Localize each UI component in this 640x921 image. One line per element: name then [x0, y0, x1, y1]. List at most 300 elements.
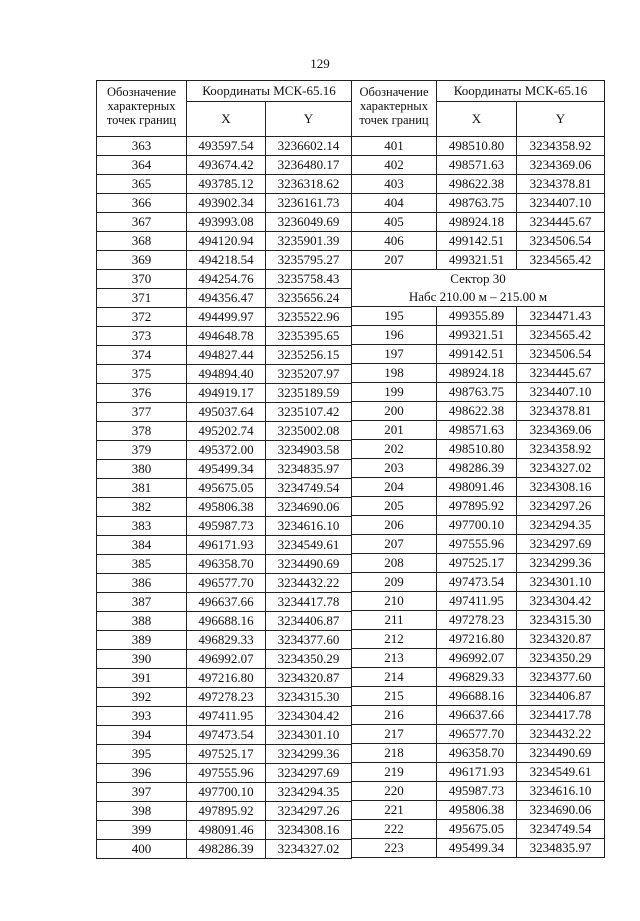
- point-id-cell: 386: [97, 574, 187, 593]
- table-row: [352, 706, 605, 725]
- point-id-cell: 218: [352, 744, 437, 763]
- x-coordinate-cell: 496992.07: [437, 649, 517, 668]
- x-coordinate-cell: 495499.34: [187, 460, 266, 479]
- y-coordinate-cell: 3235256.15: [266, 346, 352, 365]
- point-id-cell: 381: [97, 479, 187, 498]
- point-id-cell: 202: [352, 440, 437, 459]
- x-coordinate-cell: 498622.38: [437, 402, 517, 421]
- table-row: [97, 479, 352, 498]
- x-coordinate-cell: 495499.34: [437, 839, 517, 858]
- table-row: [352, 725, 605, 744]
- point-id-cell: 379: [97, 441, 187, 460]
- x-coordinate-cell: 497700.10: [437, 516, 517, 535]
- y-coordinate-cell: 3234358.92: [517, 440, 605, 459]
- x-coordinate-cell: 498571.63: [437, 156, 517, 175]
- x-coordinate-cell: 496688.16: [187, 612, 266, 631]
- table-row: [97, 403, 352, 422]
- page-number: 129: [310, 56, 330, 71]
- point-id-cell: 384: [97, 536, 187, 555]
- point-id-cell: 198: [352, 364, 437, 383]
- point-id-cell: 397: [97, 783, 187, 802]
- y-coordinate-cell: 3234378.81: [517, 175, 605, 194]
- x-coordinate-cell: 497411.95: [187, 707, 266, 726]
- table-row: [97, 669, 352, 688]
- table-row: [352, 820, 605, 839]
- y-coordinate-cell: 3234294.35: [266, 783, 352, 802]
- y-coordinate-cell: 3235107.42: [266, 403, 352, 422]
- y-coordinate-cell: 3234835.97: [266, 460, 352, 479]
- point-id-cell: 395: [97, 745, 187, 764]
- table-row: [352, 213, 605, 232]
- point-id-cell: 385: [97, 555, 187, 574]
- header-point-designation: Обозначение характерных точек границ: [352, 81, 437, 137]
- x-coordinate-cell: 497411.95: [437, 592, 517, 611]
- header-x: X: [437, 102, 517, 137]
- table-row: [352, 194, 605, 213]
- x-coordinate-cell: 498763.75: [437, 194, 517, 213]
- y-coordinate-cell: 3234407.10: [517, 194, 605, 213]
- y-coordinate-cell: 3235656.24: [266, 289, 352, 308]
- table-row: [97, 631, 352, 650]
- table-row: [97, 213, 352, 232]
- x-coordinate-cell: 496829.33: [187, 631, 266, 650]
- point-id-cell: 219: [352, 763, 437, 782]
- y-coordinate-cell: 3234432.22: [517, 725, 605, 744]
- coordinates-table-left: [96, 80, 352, 859]
- y-coordinate-cell: 3234369.06: [517, 421, 605, 440]
- point-id-cell: 383: [97, 517, 187, 536]
- point-id-cell: 210: [352, 592, 437, 611]
- table-row: [352, 364, 605, 383]
- point-id-cell: 401: [352, 137, 437, 156]
- point-id-cell: 393: [97, 707, 187, 726]
- point-id-cell: 396: [97, 764, 187, 783]
- point-id-cell: 406: [352, 232, 437, 251]
- table-row: [352, 459, 605, 478]
- x-coordinate-cell: 498091.46: [437, 478, 517, 497]
- table-row: [97, 194, 352, 213]
- y-coordinate-cell: 3234320.87: [517, 630, 605, 649]
- y-coordinate-cell: 3234445.67: [517, 364, 605, 383]
- y-coordinate-cell: 3234297.69: [517, 535, 605, 554]
- y-coordinate-cell: 3234294.35: [517, 516, 605, 535]
- y-coordinate-cell: 3234490.69: [266, 555, 352, 574]
- x-coordinate-cell: 496829.33: [437, 668, 517, 687]
- x-coordinate-cell: 497473.54: [187, 726, 266, 745]
- x-coordinate-cell: 499321.51: [437, 326, 517, 345]
- x-coordinate-cell: 496171.93: [187, 536, 266, 555]
- table-row: [352, 251, 605, 270]
- table-row: [97, 517, 352, 536]
- x-coordinate-cell: 496992.07: [187, 650, 266, 669]
- table-row: [352, 649, 605, 668]
- point-id-cell: 204: [352, 478, 437, 497]
- y-coordinate-cell: 3234903.58: [266, 441, 352, 460]
- point-id-cell: 371: [97, 289, 187, 308]
- point-id-cell: 207: [352, 251, 437, 270]
- x-coordinate-cell: 495202.74: [187, 422, 266, 441]
- table-row: [97, 783, 352, 802]
- table-row: [352, 554, 605, 573]
- x-coordinate-cell: 494499.97: [187, 308, 266, 327]
- point-id-cell: 203: [352, 459, 437, 478]
- point-id-cell: 222: [352, 820, 437, 839]
- table-row: [97, 555, 352, 574]
- point-id-cell: 212: [352, 630, 437, 649]
- point-id-cell: 196: [352, 326, 437, 345]
- y-coordinate-cell: 3234445.67: [517, 213, 605, 232]
- table-row: [352, 421, 605, 440]
- y-coordinate-cell: 3234432.22: [266, 574, 352, 593]
- table-row: [97, 764, 352, 783]
- x-coordinate-cell: 495675.05: [437, 820, 517, 839]
- point-id-cell: 208: [352, 554, 437, 573]
- x-coordinate-cell: 498510.80: [437, 440, 517, 459]
- y-coordinate-cell: 3234378.81: [517, 402, 605, 421]
- y-coordinate-cell: 3234327.02: [266, 840, 352, 859]
- table-row: [97, 441, 352, 460]
- x-coordinate-cell: 498286.39: [187, 840, 266, 859]
- point-id-cell: 394: [97, 726, 187, 745]
- y-coordinate-cell: 3234297.69: [266, 764, 352, 783]
- x-coordinate-cell: 494827.44: [187, 346, 266, 365]
- point-id-cell: 366: [97, 194, 187, 213]
- point-id-cell: 207: [352, 535, 437, 554]
- table-row: [97, 327, 352, 346]
- table-row: [352, 232, 605, 251]
- y-coordinate-cell: 3234315.30: [266, 688, 352, 707]
- table-row: [97, 650, 352, 669]
- table-row: [352, 137, 605, 156]
- y-coordinate-cell: 3234565.42: [517, 326, 605, 345]
- x-coordinate-cell: 494894.40: [187, 365, 266, 384]
- table-row: [97, 270, 352, 289]
- y-coordinate-cell: 3234315.30: [517, 611, 605, 630]
- point-id-cell: 402: [352, 156, 437, 175]
- point-id-cell: 388: [97, 612, 187, 631]
- x-coordinate-cell: 497525.17: [437, 554, 517, 573]
- table-row: [352, 763, 605, 782]
- x-coordinate-cell: 497700.10: [187, 783, 266, 802]
- table-body-right-bottom: [352, 307, 605, 858]
- x-coordinate-cell: 494356.47: [187, 289, 266, 308]
- y-coordinate-cell: 3234549.61: [266, 536, 352, 555]
- table-row: [352, 440, 605, 459]
- x-coordinate-cell: 494648.78: [187, 327, 266, 346]
- table-row: [97, 156, 352, 175]
- table-row: [97, 346, 352, 365]
- y-coordinate-cell: 3235207.97: [266, 365, 352, 384]
- y-coordinate-cell: 3234297.26: [266, 802, 352, 821]
- table-row: [352, 630, 605, 649]
- table-row: [352, 687, 605, 706]
- x-coordinate-cell: 495987.73: [437, 782, 517, 801]
- point-id-cell: 199: [352, 383, 437, 402]
- y-coordinate-cell: 3234749.54: [266, 479, 352, 498]
- table-row: [97, 137, 352, 156]
- point-id-cell: 215: [352, 687, 437, 706]
- y-coordinate-cell: 3235901.39: [266, 232, 352, 251]
- point-id-cell: 377: [97, 403, 187, 422]
- y-coordinate-cell: 3234350.29: [266, 650, 352, 669]
- y-coordinate-cell: 3234506.54: [517, 345, 605, 364]
- point-id-cell: 403: [352, 175, 437, 194]
- point-id-cell: 214: [352, 668, 437, 687]
- y-coordinate-cell: 3234690.06: [517, 801, 605, 820]
- x-coordinate-cell: 497278.23: [437, 611, 517, 630]
- table-row: [352, 592, 605, 611]
- y-coordinate-cell: 3236602.14: [266, 137, 352, 156]
- header-coordinates: Координаты МСК-65.16: [437, 81, 605, 102]
- table-row: [352, 668, 605, 687]
- point-id-cell: 213: [352, 649, 437, 668]
- point-id-cell: 363: [97, 137, 187, 156]
- table-row: [352, 839, 605, 858]
- point-id-cell: 197: [352, 345, 437, 364]
- x-coordinate-cell: 495806.38: [187, 498, 266, 517]
- point-id-cell: 223: [352, 839, 437, 858]
- table-row: [97, 688, 352, 707]
- point-id-cell: 398: [97, 802, 187, 821]
- table-row: [352, 383, 605, 402]
- x-coordinate-cell: 499355.89: [437, 307, 517, 326]
- x-coordinate-cell: 499142.51: [437, 345, 517, 364]
- table-row: [352, 156, 605, 175]
- y-coordinate-cell: 3234320.87: [266, 669, 352, 688]
- point-id-cell: 195: [352, 307, 437, 326]
- table-row: [352, 611, 605, 630]
- y-coordinate-cell: 3234406.87: [517, 687, 605, 706]
- table-row: [97, 384, 352, 403]
- x-coordinate-cell: 496688.16: [437, 687, 517, 706]
- point-id-cell: 392: [97, 688, 187, 707]
- y-coordinate-cell: 3234297.26: [517, 497, 605, 516]
- y-coordinate-cell: 3234299.36: [266, 745, 352, 764]
- x-coordinate-cell: 494919.17: [187, 384, 266, 403]
- point-id-cell: 400: [97, 840, 187, 859]
- y-coordinate-cell: 3234304.42: [266, 707, 352, 726]
- y-coordinate-cell: 3235395.65: [266, 327, 352, 346]
- point-id-cell: 389: [97, 631, 187, 650]
- y-coordinate-cell: 3234565.42: [517, 251, 605, 270]
- y-coordinate-cell: 3236318.62: [266, 175, 352, 194]
- x-coordinate-cell: 494120.94: [187, 232, 266, 251]
- header-x: X: [187, 102, 266, 137]
- table-row: [97, 745, 352, 764]
- x-coordinate-cell: 497895.92: [187, 802, 266, 821]
- point-id-cell: 216: [352, 706, 437, 725]
- point-id-cell: 370: [97, 270, 187, 289]
- y-coordinate-cell: 3234377.60: [266, 631, 352, 650]
- x-coordinate-cell: 498622.38: [437, 175, 517, 194]
- header-y: Y: [517, 102, 605, 137]
- y-coordinate-cell: 3234369.06: [517, 156, 605, 175]
- point-id-cell: 382: [97, 498, 187, 517]
- table-row: [97, 251, 352, 270]
- x-coordinate-cell: 496577.70: [187, 574, 266, 593]
- x-coordinate-cell: 497216.80: [187, 669, 266, 688]
- point-id-cell: 374: [97, 346, 187, 365]
- x-coordinate-cell: 497525.17: [187, 745, 266, 764]
- table-row: [352, 744, 605, 763]
- y-coordinate-cell: 3235002.08: [266, 422, 352, 441]
- y-coordinate-cell: 3235522.96: [266, 308, 352, 327]
- y-coordinate-cell: 3234327.02: [517, 459, 605, 478]
- point-id-cell: 376: [97, 384, 187, 403]
- y-coordinate-cell: 3234350.29: [517, 649, 605, 668]
- table-row: [97, 498, 352, 517]
- header-coordinates: Координаты МСК-65.16: [187, 81, 352, 102]
- x-coordinate-cell: 499321.51: [437, 251, 517, 270]
- table-row: [352, 516, 605, 535]
- table-row: [97, 365, 352, 384]
- table-row: [97, 175, 352, 194]
- table-row: [97, 289, 352, 308]
- y-coordinate-cell: 3234308.16: [517, 478, 605, 497]
- table-row: [352, 535, 605, 554]
- x-coordinate-cell: 496637.66: [187, 593, 266, 612]
- table-row: [352, 307, 605, 326]
- header-y: Y: [266, 102, 352, 137]
- point-id-cell: 378: [97, 422, 187, 441]
- x-coordinate-cell: 498510.80: [437, 137, 517, 156]
- point-id-cell: 365: [97, 175, 187, 194]
- point-id-cell: 405: [352, 213, 437, 232]
- table-row: [97, 536, 352, 555]
- x-coordinate-cell: 495675.05: [187, 479, 266, 498]
- x-coordinate-cell: 493902.34: [187, 194, 266, 213]
- table-row: [97, 574, 352, 593]
- point-id-cell: 209: [352, 573, 437, 592]
- point-id-cell: 368: [97, 232, 187, 251]
- y-coordinate-cell: 3234308.16: [266, 821, 352, 840]
- point-id-cell: 367: [97, 213, 187, 232]
- x-coordinate-cell: 496171.93: [437, 763, 517, 782]
- x-coordinate-cell: 495987.73: [187, 517, 266, 536]
- y-coordinate-cell: 3234304.42: [517, 592, 605, 611]
- y-coordinate-cell: 3236049.69: [266, 213, 352, 232]
- table-row: [352, 402, 605, 421]
- point-id-cell: 404: [352, 194, 437, 213]
- table-row: [97, 593, 352, 612]
- x-coordinate-cell: 493674.42: [187, 156, 266, 175]
- y-coordinate-cell: 3234407.10: [517, 383, 605, 402]
- y-coordinate-cell: 3234301.10: [266, 726, 352, 745]
- point-id-cell: 373: [97, 327, 187, 346]
- x-coordinate-cell: 498763.75: [437, 383, 517, 402]
- y-coordinate-cell: 3234377.60: [517, 668, 605, 687]
- x-coordinate-cell: 497555.96: [437, 535, 517, 554]
- y-coordinate-cell: 3234417.78: [266, 593, 352, 612]
- y-coordinate-cell: 3235758.43: [266, 270, 352, 289]
- x-coordinate-cell: 497216.80: [437, 630, 517, 649]
- x-coordinate-cell: 493785.12: [187, 175, 266, 194]
- x-coordinate-cell: 497895.92: [437, 497, 517, 516]
- x-coordinate-cell: 497555.96: [187, 764, 266, 783]
- y-coordinate-cell: 3234406.87: [266, 612, 352, 631]
- y-coordinate-cell: 3234549.61: [517, 763, 605, 782]
- x-coordinate-cell: 495806.38: [437, 801, 517, 820]
- y-coordinate-cell: 3234358.92: [517, 137, 605, 156]
- table-row: [97, 460, 352, 479]
- point-id-cell: 217: [352, 725, 437, 744]
- x-coordinate-cell: 498924.18: [437, 364, 517, 383]
- point-id-cell: 391: [97, 669, 187, 688]
- point-id-cell: 387: [97, 593, 187, 612]
- point-id-cell: 369: [97, 251, 187, 270]
- y-coordinate-cell: 3236480.17: [266, 156, 352, 175]
- y-coordinate-cell: 3234506.54: [517, 232, 605, 251]
- y-coordinate-cell: 3234490.69: [517, 744, 605, 763]
- point-id-cell: 399: [97, 821, 187, 840]
- table-row: [352, 801, 605, 820]
- point-id-cell: 221: [352, 801, 437, 820]
- y-coordinate-cell: 3234749.54: [517, 820, 605, 839]
- y-coordinate-cell: 3234616.10: [517, 782, 605, 801]
- point-id-cell: 375: [97, 365, 187, 384]
- table-body-left: [97, 137, 352, 859]
- point-id-cell: 372: [97, 308, 187, 327]
- y-coordinate-cell: 3234301.10: [517, 573, 605, 592]
- y-coordinate-cell: 3234835.97: [517, 839, 605, 858]
- x-coordinate-cell: 494254.76: [187, 270, 266, 289]
- table-row: [352, 573, 605, 592]
- x-coordinate-cell: 496637.66: [437, 706, 517, 725]
- point-id-cell: 380: [97, 460, 187, 479]
- x-coordinate-cell: 496358.70: [187, 555, 266, 574]
- y-coordinate-cell: 3234417.78: [517, 706, 605, 725]
- sector-range-row: [352, 288, 605, 307]
- sector-range: Набс 210.00 м – 215.00 м: [352, 288, 605, 307]
- x-coordinate-cell: 497278.23: [187, 688, 266, 707]
- table-row: [97, 612, 352, 631]
- x-coordinate-cell: 494218.54: [187, 251, 266, 270]
- x-coordinate-cell: 493597.54: [187, 137, 266, 156]
- table-row: [97, 422, 352, 441]
- table-row: [352, 345, 605, 364]
- table-row: [97, 232, 352, 251]
- y-coordinate-cell: 3234616.10: [266, 517, 352, 536]
- y-coordinate-cell: 3234690.06: [266, 498, 352, 517]
- x-coordinate-cell: 493993.08: [187, 213, 266, 232]
- table-row: [97, 840, 352, 859]
- sector-title: Сектор 30: [352, 270, 605, 289]
- x-coordinate-cell: 498286.39: [437, 459, 517, 478]
- table-row: [352, 497, 605, 516]
- x-coordinate-cell: 495037.64: [187, 403, 266, 422]
- x-coordinate-cell: 495372.00: [187, 441, 266, 460]
- y-coordinate-cell: 3235795.27: [266, 251, 352, 270]
- point-id-cell: 206: [352, 516, 437, 535]
- table-row: [352, 478, 605, 497]
- point-id-cell: 211: [352, 611, 437, 630]
- table-row: [352, 175, 605, 194]
- x-coordinate-cell: 498571.63: [437, 421, 517, 440]
- x-coordinate-cell: 497473.54: [437, 573, 517, 592]
- point-id-cell: 200: [352, 402, 437, 421]
- point-id-cell: 364: [97, 156, 187, 175]
- y-coordinate-cell: 3234471.43: [517, 307, 605, 326]
- x-coordinate-cell: 499142.51: [437, 232, 517, 251]
- table-body-right-top: [352, 137, 605, 270]
- table-row: [97, 821, 352, 840]
- sector-title-row: [352, 270, 605, 289]
- table-row: [352, 326, 605, 345]
- header-point-designation: Обозначение характерных точек границ: [97, 81, 187, 137]
- x-coordinate-cell: 498924.18: [437, 213, 517, 232]
- point-id-cell: 220: [352, 782, 437, 801]
- point-id-cell: 201: [352, 421, 437, 440]
